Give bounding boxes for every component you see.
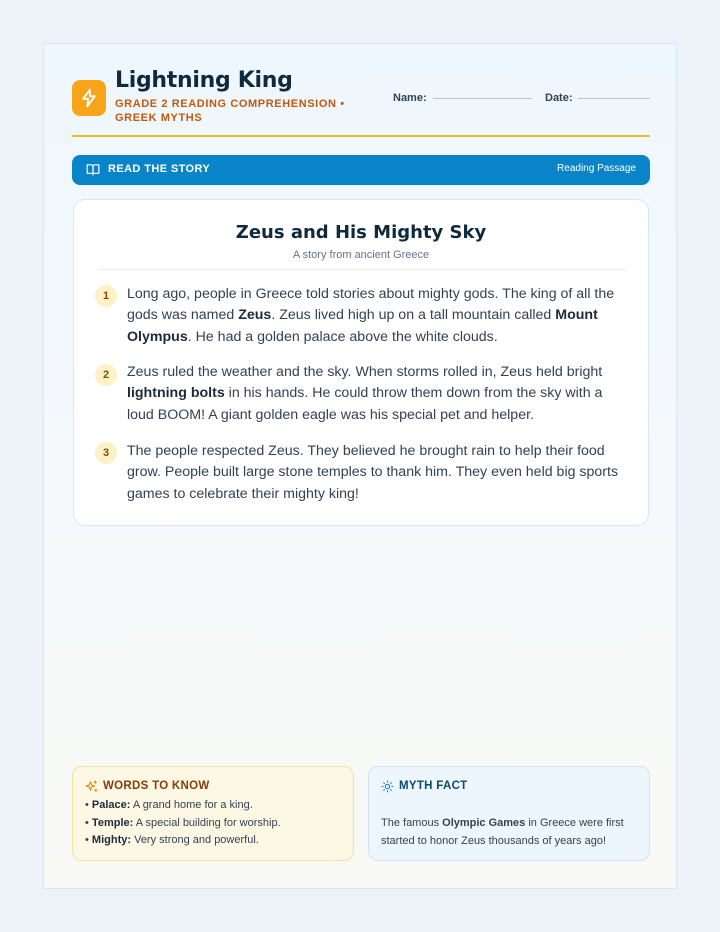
words-to-know-box xyxy=(72,766,354,861)
text-run: . He had a golden palace above the white clouds. xyxy=(187,328,498,345)
paragraph-number: 3 xyxy=(95,442,117,464)
date-field[interactable] xyxy=(578,98,650,99)
section-title: READ THE STORY xyxy=(108,163,211,175)
worksheet-page xyxy=(43,43,677,889)
vocab-item: • Palace: A grand home for a king. xyxy=(85,799,253,811)
emphasized-term: Olympic Games xyxy=(442,817,526,829)
sparkles-icon xyxy=(85,780,98,798)
story-title: Zeus and His Mighty Sky xyxy=(235,222,487,243)
sun-icon xyxy=(381,780,394,798)
text-run: in his hands. He could throw them down from the sky with a loud BOOM! A giant golden eagle was his special pet and helper. xyxy=(127,385,603,423)
myth-fact-title: MYTH FACT xyxy=(399,780,468,792)
emphasized-term: Mount Olympus xyxy=(127,307,598,345)
worksheet-title: Lightning King xyxy=(115,68,293,93)
emphasized-term: lightning bolts xyxy=(127,385,225,402)
open-book-icon xyxy=(86,163,100,181)
myth-fact-box xyxy=(368,766,650,861)
text-run: in Greece were first started to honor Zeus thousands of years ago! xyxy=(381,817,624,847)
date-label: Date: xyxy=(545,92,573,104)
name-field[interactable] xyxy=(433,98,532,99)
text-run: . Zeus lived high up on a tall mountain called xyxy=(271,307,556,324)
vocab-item: • Mighty: Very strong and powerful. xyxy=(85,834,259,846)
story-divider xyxy=(98,269,626,270)
text-run: The famous xyxy=(381,817,443,829)
text-run: The people respected Zeus. They believed he brought rain to help their food grow. People built large stone temples to thank him. They even held big sports games to celebrate their mighty king! xyxy=(127,443,619,502)
story-paragraph xyxy=(127,441,627,505)
text-run: Zeus ruled the weather and the sky. When storms rolled in, Zeus held bright xyxy=(127,364,603,380)
paragraph-number: 2 xyxy=(95,364,117,386)
name-label: Name: xyxy=(393,92,427,104)
paragraph-number: 1 xyxy=(95,285,117,307)
myth-fact-text xyxy=(381,814,643,850)
header-divider xyxy=(72,135,650,137)
lightning-bolt-icon xyxy=(72,80,106,116)
section-banner xyxy=(72,155,650,185)
section-tag: Reading Passage xyxy=(557,163,636,174)
story-paragraph xyxy=(127,284,627,348)
vocab-item: • Temple: A special building for worship. xyxy=(85,817,281,829)
story-subtitle: A story from ancient Greece xyxy=(292,249,430,261)
emphasized-term: Zeus xyxy=(238,307,272,324)
worksheet-subtitle: GRADE 2 READING COMPREHENSION • GREEK MYTHS xyxy=(115,98,345,124)
text-run: Long ago, people in Greece told stories about mighty gods. The king of all the gods was named xyxy=(127,286,615,324)
story-card xyxy=(73,199,649,526)
story-paragraph xyxy=(127,362,627,426)
words-to-know-title: WORDS TO KNOW xyxy=(103,780,210,792)
